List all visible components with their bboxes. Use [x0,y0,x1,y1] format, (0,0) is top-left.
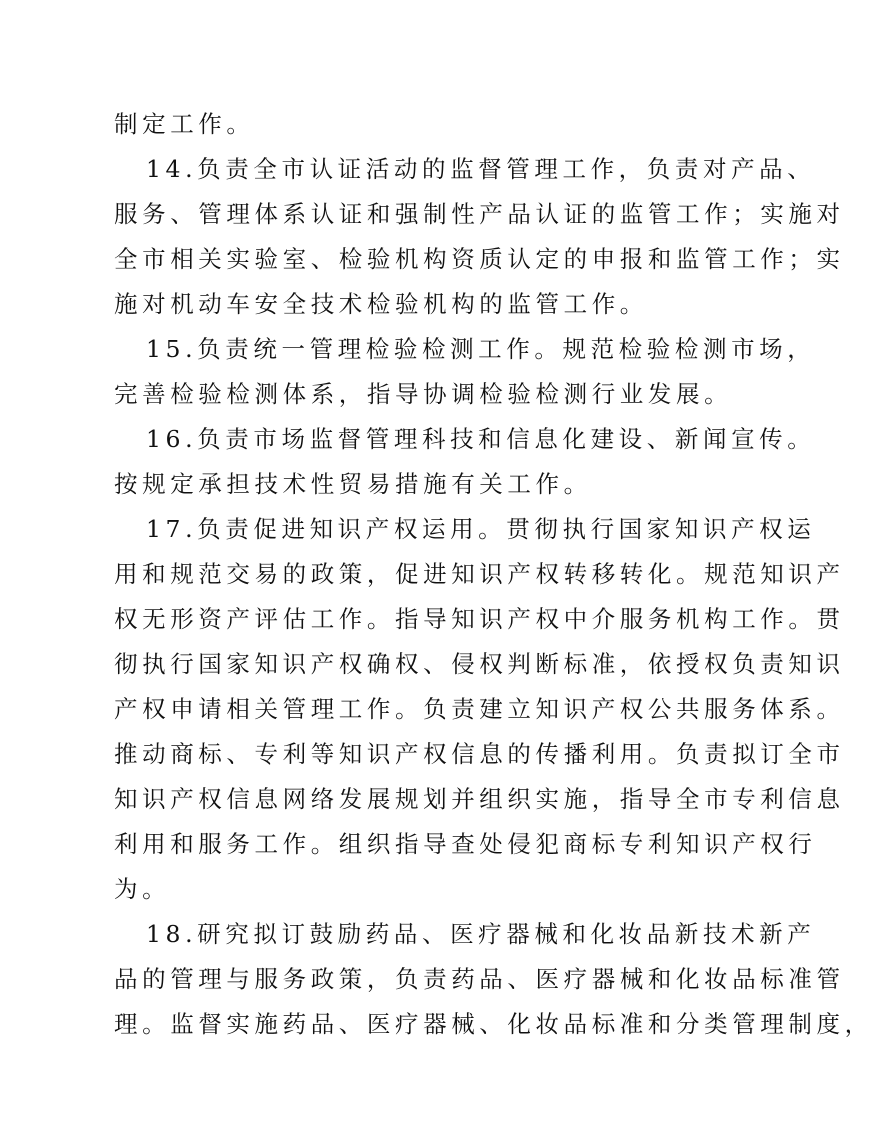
text-line: 16.负责市场监督管理科技和信息化建设、新闻宣传。 [146,425,816,453]
text-line: 知识产权信息网络发展规划并组织实施，指导全市专利信息 [114,785,845,813]
text-line: 彻执行国家知识产权确权、侵权判断标准，依授权负责知识 [114,650,845,678]
text-line: 14.负责全市认证活动的监督管理工作，负责对产品、 [146,155,816,183]
text-line: 权无形资产评估工作。指导知识产权中介服务机构工作。贯 [114,605,845,633]
text-line: 15.负责统一管理检验检测工作。规范检验检测市场， [146,335,816,363]
text-line: 完善检验检测体系，指导协调检验检测行业发展。 [114,380,733,408]
text-line: 服务、管理体系认证和强制性产品认证的监管工作；实施对 [114,200,845,228]
text-line: 用和规范交易的政策，促进知识产权转移转化。规范知识产 [114,560,845,588]
text-line: 17.负责促进知识产权运用。贯彻执行国家知识产权运 [146,515,816,543]
text-line: 制定工作。 [114,110,255,138]
text-line: 产权申请相关管理工作。负责建立知识产权公共服务体系。 [114,695,845,723]
text-line: 利用和服务工作。组织指导查处侵犯商标专利知识产权行 [114,830,817,858]
text-line: 18.研究拟订鼓励药品、医疗器械和化妆品新技术新产 [146,920,816,948]
text-line: 全市相关实验室、检验机构资质认定的申报和监管工作；实 [114,245,845,273]
text-line: 施对机动车安全技术检验机构的监管工作。 [114,290,648,318]
text-line: 为。 [114,875,171,903]
text-line: 按规定承担技术性贸易措施有关工作。 [114,470,592,498]
text-line: 理。监督实施药品、医疗器械、化妆品标准和分类管理制度， [114,1010,873,1038]
text-line: 推动商标、专利等知识产权信息的传播利用。负责拟订全市 [114,740,845,768]
text-line: 品的管理与服务政策，负责药品、医疗器械和化妆品标准管 [114,965,845,993]
